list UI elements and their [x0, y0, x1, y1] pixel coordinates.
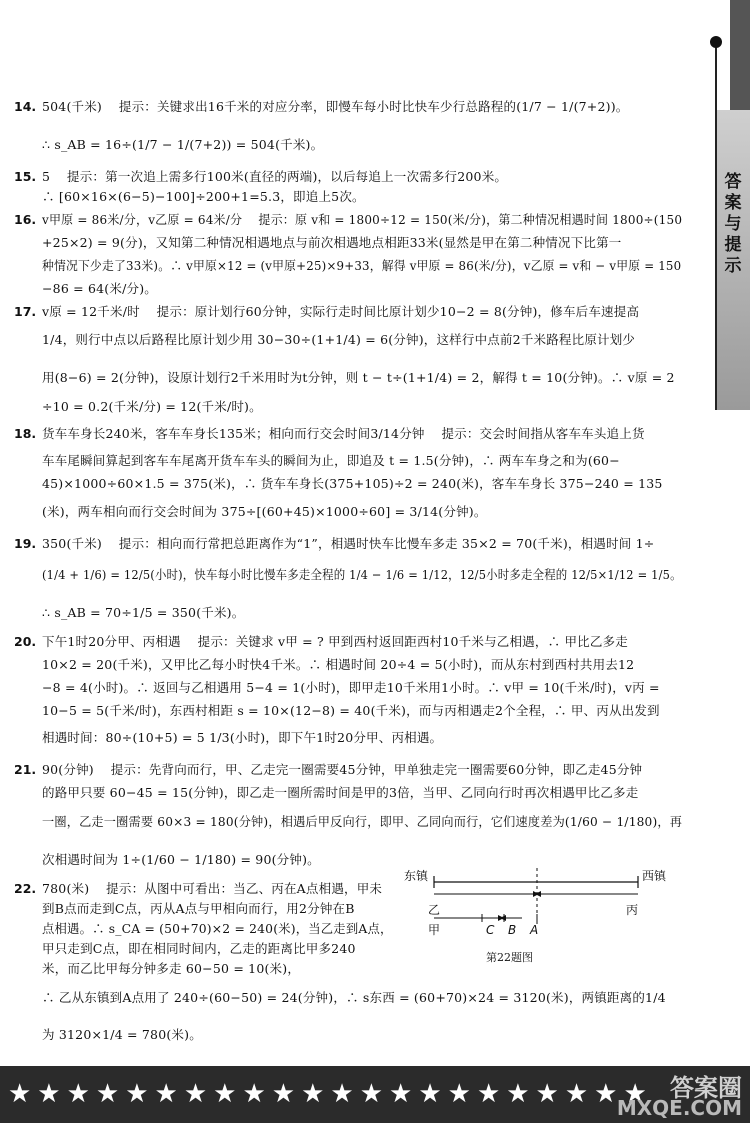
problem-text-line: ∴ s_AB = 70÷1/5 = 350(千米)。 — [42, 605, 245, 620]
figure-label-b: B — [508, 923, 517, 937]
problem-22-figure — [402, 862, 672, 958]
problem-number: 14. — [14, 99, 37, 114]
watermark-top: 答案圈 — [670, 1074, 742, 1102]
problem-number: 21. — [14, 762, 37, 777]
problem-text-line: 10×2 = 20(千米)，又甲比乙每小时快4千米。∴ 相遇时间 20÷4 = 5(小时)，而从东村到西村共用去12 — [42, 657, 635, 672]
problem-text-line: 90(分钟) 提示：先背向而行，甲、乙走完一圈需要45分钟，甲单独走完一圈需要60分钟，即乙走45分钟 — [42, 762, 643, 777]
problem-text-line: 点相遇。∴ s_CA = (50+70)×2 = 240(米)，当乙走到A点， — [42, 921, 393, 936]
problem-number: 15. — [14, 169, 37, 184]
problem-text-line: 米，而乙比甲每分钟多走 60−50 = 10(米)， — [42, 961, 301, 976]
problem-text-line: ÷10 = 0.2(千米/分) = 12(千米/时)。 — [42, 399, 262, 414]
figure-label-jia: 甲 — [428, 923, 441, 937]
problem-text-line: 次相遇时间为 1÷(1/60 − 1/180) = 90(分钟)。 — [42, 852, 320, 867]
problem-text-line: 780(米) 提示：从图中可看出：当乙、丙在A点相遇，甲未 — [42, 881, 383, 896]
problem-text-line: +25×2) = 9(分)，又知第二种情况相遇地点与前次相遇地点相距33米(显然是甲在第二种情况下比第一 — [42, 235, 622, 250]
side-tab-label: 答案与提示 — [724, 172, 742, 276]
problem-text-line: 相遇时间：80÷(10+5) = 5 1/3(小时)，即下午1时20分甲、丙相遇。 — [42, 730, 443, 745]
problem-text-line: 甲只走到C点，即在相同时间内，乙走的距离比甲多240 — [42, 941, 356, 956]
problem-text-line: 350(千米) 提示：相向而行常把总距离作为“1”，相遇时快车比慢车多走 35×2 = 70(千米)，相遇时间 1÷ — [42, 536, 655, 551]
problem-text-line: 一圈，乙走一圈需要 60×3 = 180(分钟)，相遇后甲反向行，即甲、乙同向而行，它们速度差为(1/60 − 1/180)，再 — [42, 814, 683, 829]
problem-number: 18. — [14, 426, 37, 441]
problem-text-line: 为 3120×1/4 = 780(米)。 — [42, 1027, 202, 1042]
problem-text-line: 504(千米) 提示：关键求出16千米的对应分率，即慢车每小时比快车少行总路程的(1/7 − 1/(7+2))。 — [42, 99, 629, 114]
footer-stars: ★★★★★★★★★★★★★★★★★★★★★★ — [8, 1079, 653, 1109]
problem-number: 19. — [14, 536, 37, 551]
figure-left-town: 东镇 — [404, 869, 429, 883]
side-tab — [690, 0, 750, 410]
problem-number: 22. — [14, 881, 37, 896]
figure-right-town: 西镇 — [642, 869, 667, 883]
watermark-logo — [612, 1074, 742, 1120]
side-tab-dot — [710, 36, 722, 48]
problem-text-line: 车车尾瞬间算起到客车车尾离开货车车头的瞬间为止，即追及 t = 1.5(分钟)，∴ 两车车身之和为(60− — [42, 453, 620, 468]
figure-caption: 第22题图 — [486, 951, 533, 964]
problem-text-line: (1/4 + 1/6) = 12/5(小时)，快车每小时比慢车多走全程的 1/4 − 1/6 = 1/12，12/5小时多走全程的 12/5×1/12 = 1/5。 — [42, 567, 682, 582]
problem-text-line: 1/4，则行中点以后路程比原计划少用 30−30÷(1+1/4) = 6(分钟)，这样行中点前2千米路程比原计划少 — [42, 332, 636, 347]
problem-text-line: 货车车身长240米，客车车身长135米；相向而行交会时间3/14分钟 提示：交会时间指从客车车头追上货 — [42, 426, 645, 441]
problem-text-line: 5 提示：第一次追上需多行100米(直径的两端)，以后每追上一次需多行200米。 — [42, 169, 508, 184]
problem-text-line: 种情况下少走了33米)。∴ v甲原×12 = (v甲原+25)×9+33，解得 v甲原 = 86(米/分)，v乙原 = v和 − v甲原 = 150 — [42, 258, 682, 273]
problem-text-line: (米)，两车相向而行交会时间为 375÷[(60+45)×1000÷60] = 3/14(分钟)。 — [42, 504, 487, 519]
problem-text-line: 用(8−6) = 2(分钟)，设原计划行2千米用时为t分钟，则 t − t÷(1+1/4) = 2，解得 t = 10(分钟)。∴ v原 = 2 — [42, 370, 675, 385]
problem-text-line: 的路甲只要 60−45 = 15(分钟)，即乙走一圈所需时间是甲的3倍，当甲、乙同向行时再次相遇甲比乙多走 — [42, 785, 639, 800]
problem-text-line: 10−5 = 5(千米/时)，东西村相距 s = 10×(12−8) = 40(千米)，而与丙相遇走2个全程，∴ 甲、丙从出发到 — [42, 703, 660, 718]
problem-text-line: ∴ [60×16×(6−5)−100]÷200+1=5.3，即追上5次。 — [42, 189, 365, 204]
figure-label-c: C — [486, 923, 495, 937]
figure-label-a: A — [530, 923, 539, 937]
problem-text-line: 45)×1000÷60×1.5 = 375(米)，∴ 货车车身长(375+105)÷2 = 240(米)，客车车身长 375−240 = 135 — [42, 476, 663, 491]
problem-text-line: −8 = 4(小时)。∴ 返回与乙相遇用 5−4 = 1(小时)，即甲走10千米用1小时。∴ v甲 = 10(千米/时)，v丙 = — [42, 680, 660, 695]
problem-text-line: v甲原 = 86米/分，v乙原 = 64米/分 提示：原 v和 = 1800÷12 = 150(米/分)，第二种情况相遇时间 1800÷(150 — [42, 212, 683, 227]
side-tab-dark-strip — [730, 0, 750, 110]
problem-text-line: v原 = 12千米/时 提示：原计划行60分钟，实际行走时间比原计划少10−2 = 8(分钟)，修车后车速提高 — [42, 304, 640, 319]
problem-text-line: 下午1时20分甲、丙相遇 提示：关键求 v甲 = ? 甲到西村返回距西村10千米与乙相遇，∴ 甲比乙多走 — [42, 634, 628, 649]
problem-text-line: 到B点而走到C点，丙从A点与甲相向而行，用2分钟在B — [42, 901, 355, 916]
problem-text-line: −86 = 64(米/分)。 — [42, 281, 157, 296]
problem-number: 16. — [14, 212, 37, 227]
figure-label-bing: 丙 — [626, 903, 639, 917]
problem-number: 20. — [14, 634, 37, 649]
figure-bing-arrowhead — [535, 891, 541, 897]
problem-text-line: ∴ s_AB = 16÷(1/7 − 1/(7+2)) = 504(千米)。 — [42, 137, 324, 152]
figure-label-yi: 乙 — [428, 903, 441, 917]
figure-ba-arrowhead — [500, 915, 506, 921]
problem-number: 17. — [14, 304, 37, 319]
watermark-bottom: MXQE.COM — [616, 1096, 742, 1120]
problem-text-line: ∴ 乙从东镇到A点用了 240÷(60−50) = 24(分钟)，∴ s东西 = (60+70)×24 = 3120(米)，两镇距离的1/4 — [42, 990, 666, 1005]
